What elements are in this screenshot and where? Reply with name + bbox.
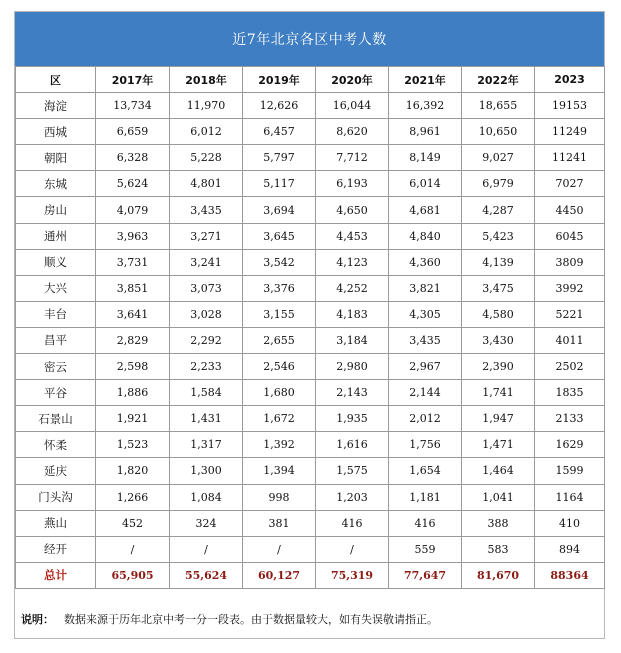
count-cell: 1,921 (96, 406, 170, 432)
count-cell: 2,144 (389, 380, 462, 406)
count-cell: 11241 (535, 145, 605, 171)
count-cell: 1,431 (170, 406, 243, 432)
header-year: 2018年 (170, 67, 243, 93)
count-cell: 60,127 (243, 562, 316, 588)
count-cell: 1,672 (243, 406, 316, 432)
district-cell: 经开 (16, 536, 96, 562)
count-cell: 3,645 (243, 223, 316, 249)
table-row (16, 380, 605, 406)
count-cell: 1,654 (389, 458, 462, 484)
district-cell: 朝阳 (16, 145, 96, 171)
footnote-label: 说明： (21, 613, 54, 626)
count-cell: 1,392 (243, 432, 316, 458)
exam-count-table (15, 66, 605, 589)
count-cell: 1,300 (170, 458, 243, 484)
count-cell: 3,435 (389, 327, 462, 353)
table-row (16, 432, 605, 458)
count-cell: 4011 (535, 327, 605, 353)
count-cell: 3,542 (243, 249, 316, 275)
count-cell: 8,620 (316, 119, 389, 145)
count-cell: 4450 (535, 197, 605, 223)
table-row (16, 145, 605, 171)
count-cell: 16,044 (316, 93, 389, 119)
count-cell: 1,041 (462, 484, 535, 510)
total-row (16, 562, 605, 588)
count-cell: 1,741 (462, 380, 535, 406)
count-cell: 2,598 (96, 354, 170, 380)
count-cell: 55,624 (170, 562, 243, 588)
count-cell: 2502 (535, 354, 605, 380)
count-cell: 5,624 (96, 171, 170, 197)
count-cell: 1,203 (316, 484, 389, 510)
count-cell: 5,228 (170, 145, 243, 171)
count-cell: 10,650 (462, 119, 535, 145)
count-cell: 4,580 (462, 301, 535, 327)
count-cell: 4,360 (389, 249, 462, 275)
count-cell: 4,840 (389, 223, 462, 249)
count-cell: 5,117 (243, 171, 316, 197)
table-row (16, 275, 605, 301)
district-cell: 昌平 (16, 327, 96, 353)
count-cell: 4,183 (316, 301, 389, 327)
district-cell: 丰台 (16, 301, 96, 327)
count-cell: 4,681 (389, 197, 462, 223)
count-cell: 2,012 (389, 406, 462, 432)
header-year: 2020年 (316, 67, 389, 93)
header-year: 2017年 (96, 67, 170, 93)
district-cell: 总计 (16, 562, 96, 588)
count-cell: 75,319 (316, 562, 389, 588)
count-cell: 559 (389, 536, 462, 562)
count-cell: 18,655 (462, 93, 535, 119)
district-cell: 顺义 (16, 249, 96, 275)
header-district: 区 (16, 67, 96, 93)
count-cell: 324 (170, 510, 243, 536)
count-cell: 5,423 (462, 223, 535, 249)
count-cell: 1,394 (243, 458, 316, 484)
count-cell: 7,712 (316, 145, 389, 171)
count-cell: 3,963 (96, 223, 170, 249)
table-row (16, 93, 605, 119)
count-cell: 1,471 (462, 432, 535, 458)
count-cell: 3,430 (462, 327, 535, 353)
count-cell: 2,829 (96, 327, 170, 353)
district-cell: 西城 (16, 119, 96, 145)
count-cell: 3,821 (389, 275, 462, 301)
header-year: 2021年 (389, 67, 462, 93)
count-cell: 1164 (535, 484, 605, 510)
district-cell: 怀柔 (16, 432, 96, 458)
table-row (16, 327, 605, 353)
count-cell: / (170, 536, 243, 562)
count-cell: 8,961 (389, 119, 462, 145)
count-cell: 4,650 (316, 197, 389, 223)
count-cell: 6,457 (243, 119, 316, 145)
count-cell: 4,079 (96, 197, 170, 223)
count-cell: 2,980 (316, 354, 389, 380)
count-cell: / (96, 536, 170, 562)
count-cell: 1,756 (389, 432, 462, 458)
count-cell: 1,575 (316, 458, 389, 484)
district-cell: 海淀 (16, 93, 96, 119)
count-cell: 16,392 (389, 93, 462, 119)
district-cell: 石景山 (16, 406, 96, 432)
count-cell: 894 (535, 536, 605, 562)
count-cell: 3,435 (170, 197, 243, 223)
count-cell: 4,287 (462, 197, 535, 223)
count-cell: 5,797 (243, 145, 316, 171)
count-cell: 6045 (535, 223, 605, 249)
count-cell: / (243, 536, 316, 562)
table-title: 近7年北京各区中考人数 (15, 12, 604, 66)
count-cell: 2133 (535, 406, 605, 432)
count-cell: 410 (535, 510, 605, 536)
district-cell: 房山 (16, 197, 96, 223)
count-cell: 1,680 (243, 380, 316, 406)
table-row (16, 536, 605, 562)
table-row (16, 354, 605, 380)
count-cell: 6,193 (316, 171, 389, 197)
count-cell: 65,905 (96, 562, 170, 588)
district-cell: 东城 (16, 171, 96, 197)
count-cell: 452 (96, 510, 170, 536)
count-cell: 1,181 (389, 484, 462, 510)
count-cell: 2,233 (170, 354, 243, 380)
table-row (16, 406, 605, 432)
count-cell: 4,453 (316, 223, 389, 249)
count-cell: 1,947 (462, 406, 535, 432)
district-cell: 平谷 (16, 380, 96, 406)
count-cell: 1599 (535, 458, 605, 484)
count-cell: 1,584 (170, 380, 243, 406)
count-cell: 1,820 (96, 458, 170, 484)
count-cell: 81,670 (462, 562, 535, 588)
header-year: 2023 (535, 67, 605, 93)
district-cell: 门头沟 (16, 484, 96, 510)
count-cell: 3,694 (243, 197, 316, 223)
district-cell: 通州 (16, 223, 96, 249)
count-cell: 9,027 (462, 145, 535, 171)
table-row (16, 301, 605, 327)
count-cell: 1,935 (316, 406, 389, 432)
district-cell: 燕山 (16, 510, 96, 536)
count-cell: 416 (389, 510, 462, 536)
count-cell: 3,028 (170, 301, 243, 327)
count-cell: 88364 (535, 562, 605, 588)
count-cell: 2,292 (170, 327, 243, 353)
count-cell: 11,970 (170, 93, 243, 119)
count-cell: 8,149 (389, 145, 462, 171)
table-row (16, 510, 605, 536)
count-cell: 6,979 (462, 171, 535, 197)
table-row (16, 484, 605, 510)
district-cell: 延庆 (16, 458, 96, 484)
count-cell: 3,731 (96, 249, 170, 275)
count-cell: 6,014 (389, 171, 462, 197)
count-cell: 2,143 (316, 380, 389, 406)
district-cell: 密云 (16, 354, 96, 380)
count-cell: 1,616 (316, 432, 389, 458)
table-row (16, 458, 605, 484)
count-cell: 13,734 (96, 93, 170, 119)
count-cell: 7027 (535, 171, 605, 197)
count-cell: 388 (462, 510, 535, 536)
count-cell: 6,012 (170, 119, 243, 145)
count-cell: 3809 (535, 249, 605, 275)
count-cell: 998 (243, 484, 316, 510)
table-row (16, 249, 605, 275)
count-cell: 3,241 (170, 249, 243, 275)
count-cell: 12,626 (243, 93, 316, 119)
count-cell: 3,641 (96, 301, 170, 327)
count-cell: 3,376 (243, 275, 316, 301)
count-cell: 1,266 (96, 484, 170, 510)
header-year: 2022年 (462, 67, 535, 93)
count-cell: / (316, 536, 389, 562)
count-cell: 77,647 (389, 562, 462, 588)
district-cell: 大兴 (16, 275, 96, 301)
header-row (16, 67, 605, 93)
count-cell: 11249 (535, 119, 605, 145)
count-cell: 1,464 (462, 458, 535, 484)
count-cell: 5221 (535, 301, 605, 327)
count-cell: 3,475 (462, 275, 535, 301)
count-cell: 2,655 (243, 327, 316, 353)
count-cell: 19153 (535, 93, 605, 119)
count-cell: 6,328 (96, 145, 170, 171)
header-year: 2019年 (243, 67, 316, 93)
count-cell: 3,155 (243, 301, 316, 327)
count-cell: 1,084 (170, 484, 243, 510)
count-cell: 1,886 (96, 380, 170, 406)
count-cell: 4,123 (316, 249, 389, 275)
count-cell: 4,139 (462, 249, 535, 275)
count-cell: 416 (316, 510, 389, 536)
count-cell: 3,271 (170, 223, 243, 249)
table-body (16, 93, 605, 589)
footnote-text: 数据来源于历年北京中考一分一段表。由于数据量较大，如有失误敬请指正。 (64, 613, 438, 626)
count-cell: 583 (462, 536, 535, 562)
table-row (16, 223, 605, 249)
table-row (16, 171, 605, 197)
count-cell: 381 (243, 510, 316, 536)
count-cell: 3992 (535, 275, 605, 301)
table-row (16, 197, 605, 223)
count-cell: 2,390 (462, 354, 535, 380)
count-cell: 3,073 (170, 275, 243, 301)
table-row (16, 119, 605, 145)
count-cell: 3,184 (316, 327, 389, 353)
count-cell: 2,546 (243, 354, 316, 380)
count-cell: 4,305 (389, 301, 462, 327)
count-cell: 1,523 (96, 432, 170, 458)
count-cell: 4,801 (170, 171, 243, 197)
count-cell: 4,252 (316, 275, 389, 301)
count-cell: 3,851 (96, 275, 170, 301)
footnote (15, 604, 604, 634)
count-cell: 2,967 (389, 354, 462, 380)
count-cell: 1629 (535, 432, 605, 458)
count-cell: 1,317 (170, 432, 243, 458)
count-cell: 6,659 (96, 119, 170, 145)
count-cell: 1835 (535, 380, 605, 406)
